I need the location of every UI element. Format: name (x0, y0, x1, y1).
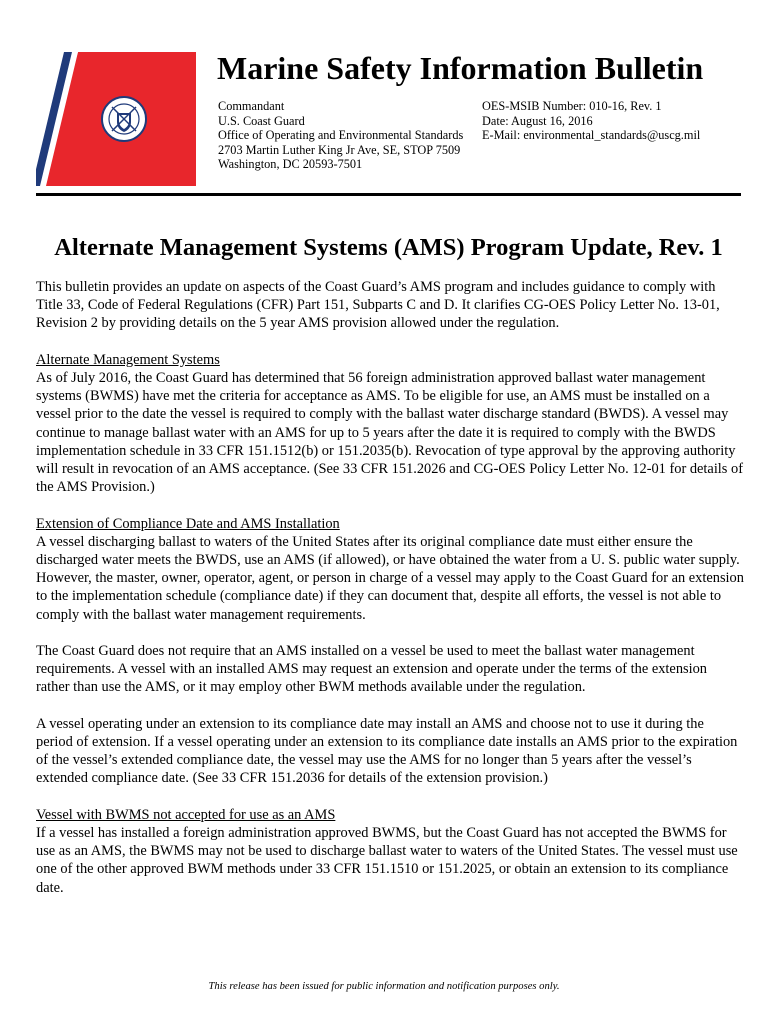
section-paragraph: A vessel operating under an extension to its compliance date may install an AMS and choose not to use it during the period of extension. If a vessel operating under an extension to its compliance date installs an AMS prior to the expiration of the vessel’s extended compliance date, the vessel may use the AMS for no longer than 5 years after the vessel’s extended compliance date. (See 33 CFR 151.2036 for details of the extension provision.) (36, 715, 738, 787)
section-extension (36, 515, 744, 788)
header-divider (36, 193, 741, 196)
address-line: Office of Operating and Environmental Standards (218, 128, 464, 143)
address-line: 2703 Martin Luther King Jr Ave, SE, STOP 7509 (218, 142, 461, 157)
bulletin-number: OES-MSIB Number: 010-16, Rev. 1 (482, 99, 662, 113)
section-heading: Alternate Management Systems (36, 351, 220, 368)
document-title: Alternate Management Systems (AMS) Program Update, Rev. 1 (54, 234, 723, 261)
address-line: U.S. Coast Guard (218, 113, 305, 128)
section-heading: Extension of Compliance Date and AMS Installation (36, 515, 340, 532)
sender-address (218, 99, 463, 172)
document-body (36, 278, 744, 897)
uscg-racing-stripe-emblem-icon (36, 52, 196, 186)
section-bwms-not-accepted (36, 806, 744, 897)
section-ams (36, 351, 744, 497)
coast-guard-seal-icon (102, 97, 146, 141)
intro-paragraph: This bulletin provides an update on aspects of the Coast Guard’s AMS program and includes guidance to comply with Title 33, Code of Federal Regulations (CFR) Part 151, Subparts C and D. It clarifies CG-OES Policy Letter No. 13-01, Revision 2 by providing details on the 5 year AMS provision allowed under the regulation. (36, 279, 720, 332)
section-paragraph: As of July 2016, the Coast Guard has determined that 56 foreign administration approved ballast water management systems (BWMS) have met the criteria for acceptance as AMS. To be eligible for use, an AMS must be installed on a vessel prior to the date the vessel is required to comply with the ballast water discharge standard (BWDS). A vessel may continue to manage ballast water with an AMS for up to 5 years after the date it is required to comply with the BWDS implementation schedule in 33 CFR 151.1512(b) or 151.2035(b). Revocation of type approval by the approving authority will result in revocation of an AMS acceptance. (See 33 CFR 151.2026 and CG-OES Policy Letter No. 12-01 for details of the AMS Provision.) (36, 370, 743, 496)
section-paragraph: If a vessel has installed a foreign administration approved BWMS, but the Coast Guard has not accepted the BWMS for use as an AMS, the BWMS may not be used to discharge ballast water to waters of the United States. The vessel must use one of the other approved BWM methods under 33 CFR 151.1510 or 151.2025, or obtain an extension to its compliance date. (36, 825, 738, 896)
bulletin-date: Date: August 16, 2016 (482, 113, 593, 128)
section-paragraph: The Coast Guard does not require that an AMS installed on a vessel be used to meet the ballast water management requirements. A vessel with an installed AMS may request an extension and operate under the terms of the extension rather than use the AMS, or it may employ other BWM methods available under the regulation. (36, 643, 707, 696)
uscg-logo (36, 52, 196, 186)
address-line: Commandant (218, 99, 285, 113)
section-paragraph: A vessel discharging ballast to waters of the United States after its original compliance date must either ensure the discharged water meets the BWDS, use an AMS (if allowed), or have obtained the water from a U. S. public water supply. However, the master, owner, operator, agent, or person in charge of a vessel may apply to the Coast Guard for an extension to the implementation schedule (compliance date) if they can document that, despite all efforts, the vessel is not able to comply with the ballast water management requirements. (36, 533, 744, 623)
section-heading: Vessel with BWMS not accepted for use as an AMS (36, 806, 336, 823)
bulletin-meta (482, 99, 700, 143)
contact-email: E-Mail: environmental_standards@uscg.mil (482, 128, 701, 143)
bulletin-title: Marine Safety Information Bulletin (217, 50, 704, 86)
footer-disclaimer: This release has been issued for public information and notification purposes only. (208, 981, 560, 992)
address-line: Washington, DC 20593-7501 (218, 157, 363, 172)
